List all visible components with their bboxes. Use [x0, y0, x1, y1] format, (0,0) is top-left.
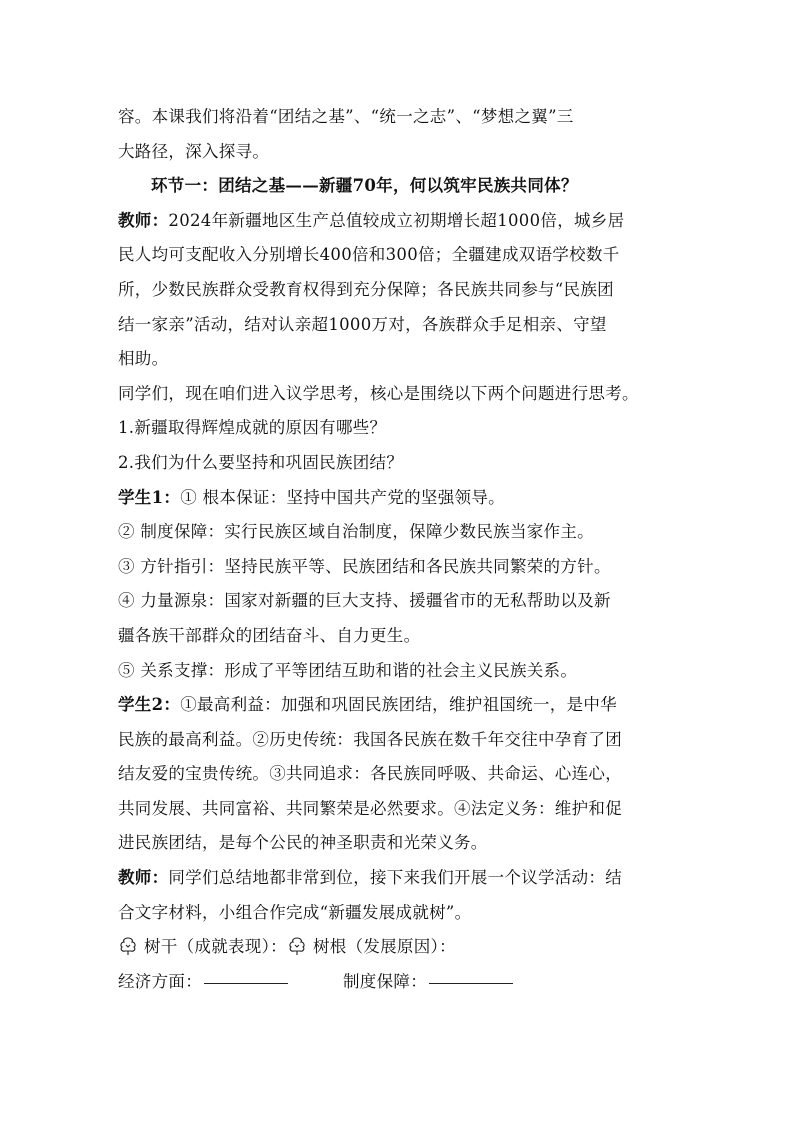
- tree-icon: [118, 936, 138, 956]
- line-text: 同学们总结地都非常到位，接下来我们开展一个议学活动：结: [168, 868, 623, 888]
- bold-label: 学生2：: [118, 695, 181, 715]
- line-text: 2.我们为什么要坚持和巩固民族团结？: [118, 452, 404, 472]
- trunk-label: 树干（成就表现）：: [144, 937, 287, 957]
- text-line: [118, 308, 678, 343]
- text-line: [118, 169, 678, 204]
- document-body: [118, 100, 678, 999]
- tree-line: [118, 930, 678, 965]
- text-line: [118, 861, 678, 896]
- text-line: [118, 100, 678, 135]
- system-label: 制度保障：: [343, 971, 427, 991]
- line-text: 同学们，现在咱们进入议学思考，核心是围绕以下两个问题进行思考。: [118, 383, 639, 403]
- line-text: ①最高利益：加强和巩固民族团结，维护祖国统一，是中华: [180, 695, 617, 715]
- bold-label: 教师：: [118, 210, 169, 230]
- text-line: [118, 826, 678, 861]
- text-line: [118, 135, 678, 170]
- line-text: 进民族团结，是每个公民的神圣职责和光荣义务。: [118, 833, 488, 853]
- line-text: 合文字材料，小组合作完成“新疆发展成就树”。: [118, 902, 472, 922]
- economy-label: 经济方面：: [118, 971, 202, 991]
- line-text: 结一家亲”活动，结对认亲超1000万对，各族群众手足相亲、守望: [118, 314, 607, 334]
- text-line: [118, 654, 678, 689]
- text-line: [118, 446, 678, 481]
- text-line: [118, 584, 678, 619]
- system-blank[interactable]: [429, 982, 513, 984]
- text-line: [118, 411, 678, 446]
- bold-label: 教师：: [118, 868, 169, 888]
- text-line: [118, 792, 678, 827]
- text-line: [118, 757, 678, 792]
- root-label: 树根（发展原因）：: [312, 937, 456, 957]
- text-line: [118, 481, 678, 516]
- bold-label: 学生1：: [118, 487, 181, 507]
- line-text: 所，少数民族群众受教育权得到充分保障；各民族共同参与“民族团: [118, 279, 614, 299]
- text-line: [118, 550, 678, 585]
- text-line: [118, 342, 678, 377]
- line-text: 2024年新疆地区生产总值较成立初期增长超1000倍，城乡居: [168, 210, 625, 230]
- bold-label: 环节一：团结之基——新疆70年，何以筑牢民族共同体？: [151, 176, 578, 196]
- line-text: 共同发展、共同富裕、共同繁荣是必然要求。④法定义务：维护和促: [118, 798, 622, 818]
- fill-line: [118, 965, 678, 1000]
- text-line: [118, 515, 678, 550]
- line-text: 疆各族干部群众的团结奋斗、自力更生。: [118, 625, 421, 645]
- line-text: 民人均可支配收入分别增长400倍和300倍；全疆建成双语学校数千: [118, 245, 620, 265]
- text-line: [118, 723, 678, 758]
- line-text: 相助。: [118, 349, 169, 369]
- economy-blank[interactable]: [204, 982, 288, 984]
- line-text: ④ 力量源泉：国家对新疆的巨大支持、援疆省市的无私帮助以及新: [118, 591, 611, 611]
- line-text: 容。本课我们将沿着“团结之基”、“统一之志”、“梦想之翼”三: [118, 107, 574, 126]
- text-line: [118, 204, 678, 239]
- line-text: 大路径，深入探寻。: [118, 141, 270, 161]
- line-text: ③ 方针指引：坚持民族平等、民族团结和各民族共同繁荣的方针。: [118, 556, 611, 576]
- line-text: ⑤ 关系支撑：形成了平等团结互助和谐的社会主义民族关系。: [118, 660, 578, 680]
- text-line: [118, 377, 678, 412]
- line-text: ① 根本保证：坚持中国共产党的坚强领导。: [180, 487, 505, 507]
- tree-icon-root: [287, 936, 307, 956]
- line-text: 民族的最高利益。②历史传统：我国各民族在数千年交往中孕育了团: [118, 729, 622, 749]
- line-text: 结友爱的宝贵传统。③共同追求：各民族同呼吸、共命运、心连心，: [118, 764, 622, 784]
- line-text: 1.新疆取得辉煌成就的原因有哪些？: [118, 418, 387, 438]
- text-line: [118, 238, 678, 273]
- text-line: [118, 619, 678, 654]
- text-line: [118, 896, 678, 931]
- line-text: ② 制度保障：实行民族区域自治制度，保障少数民族当家作主。: [118, 522, 594, 542]
- text-line: [118, 688, 678, 723]
- text-line: [118, 273, 678, 308]
